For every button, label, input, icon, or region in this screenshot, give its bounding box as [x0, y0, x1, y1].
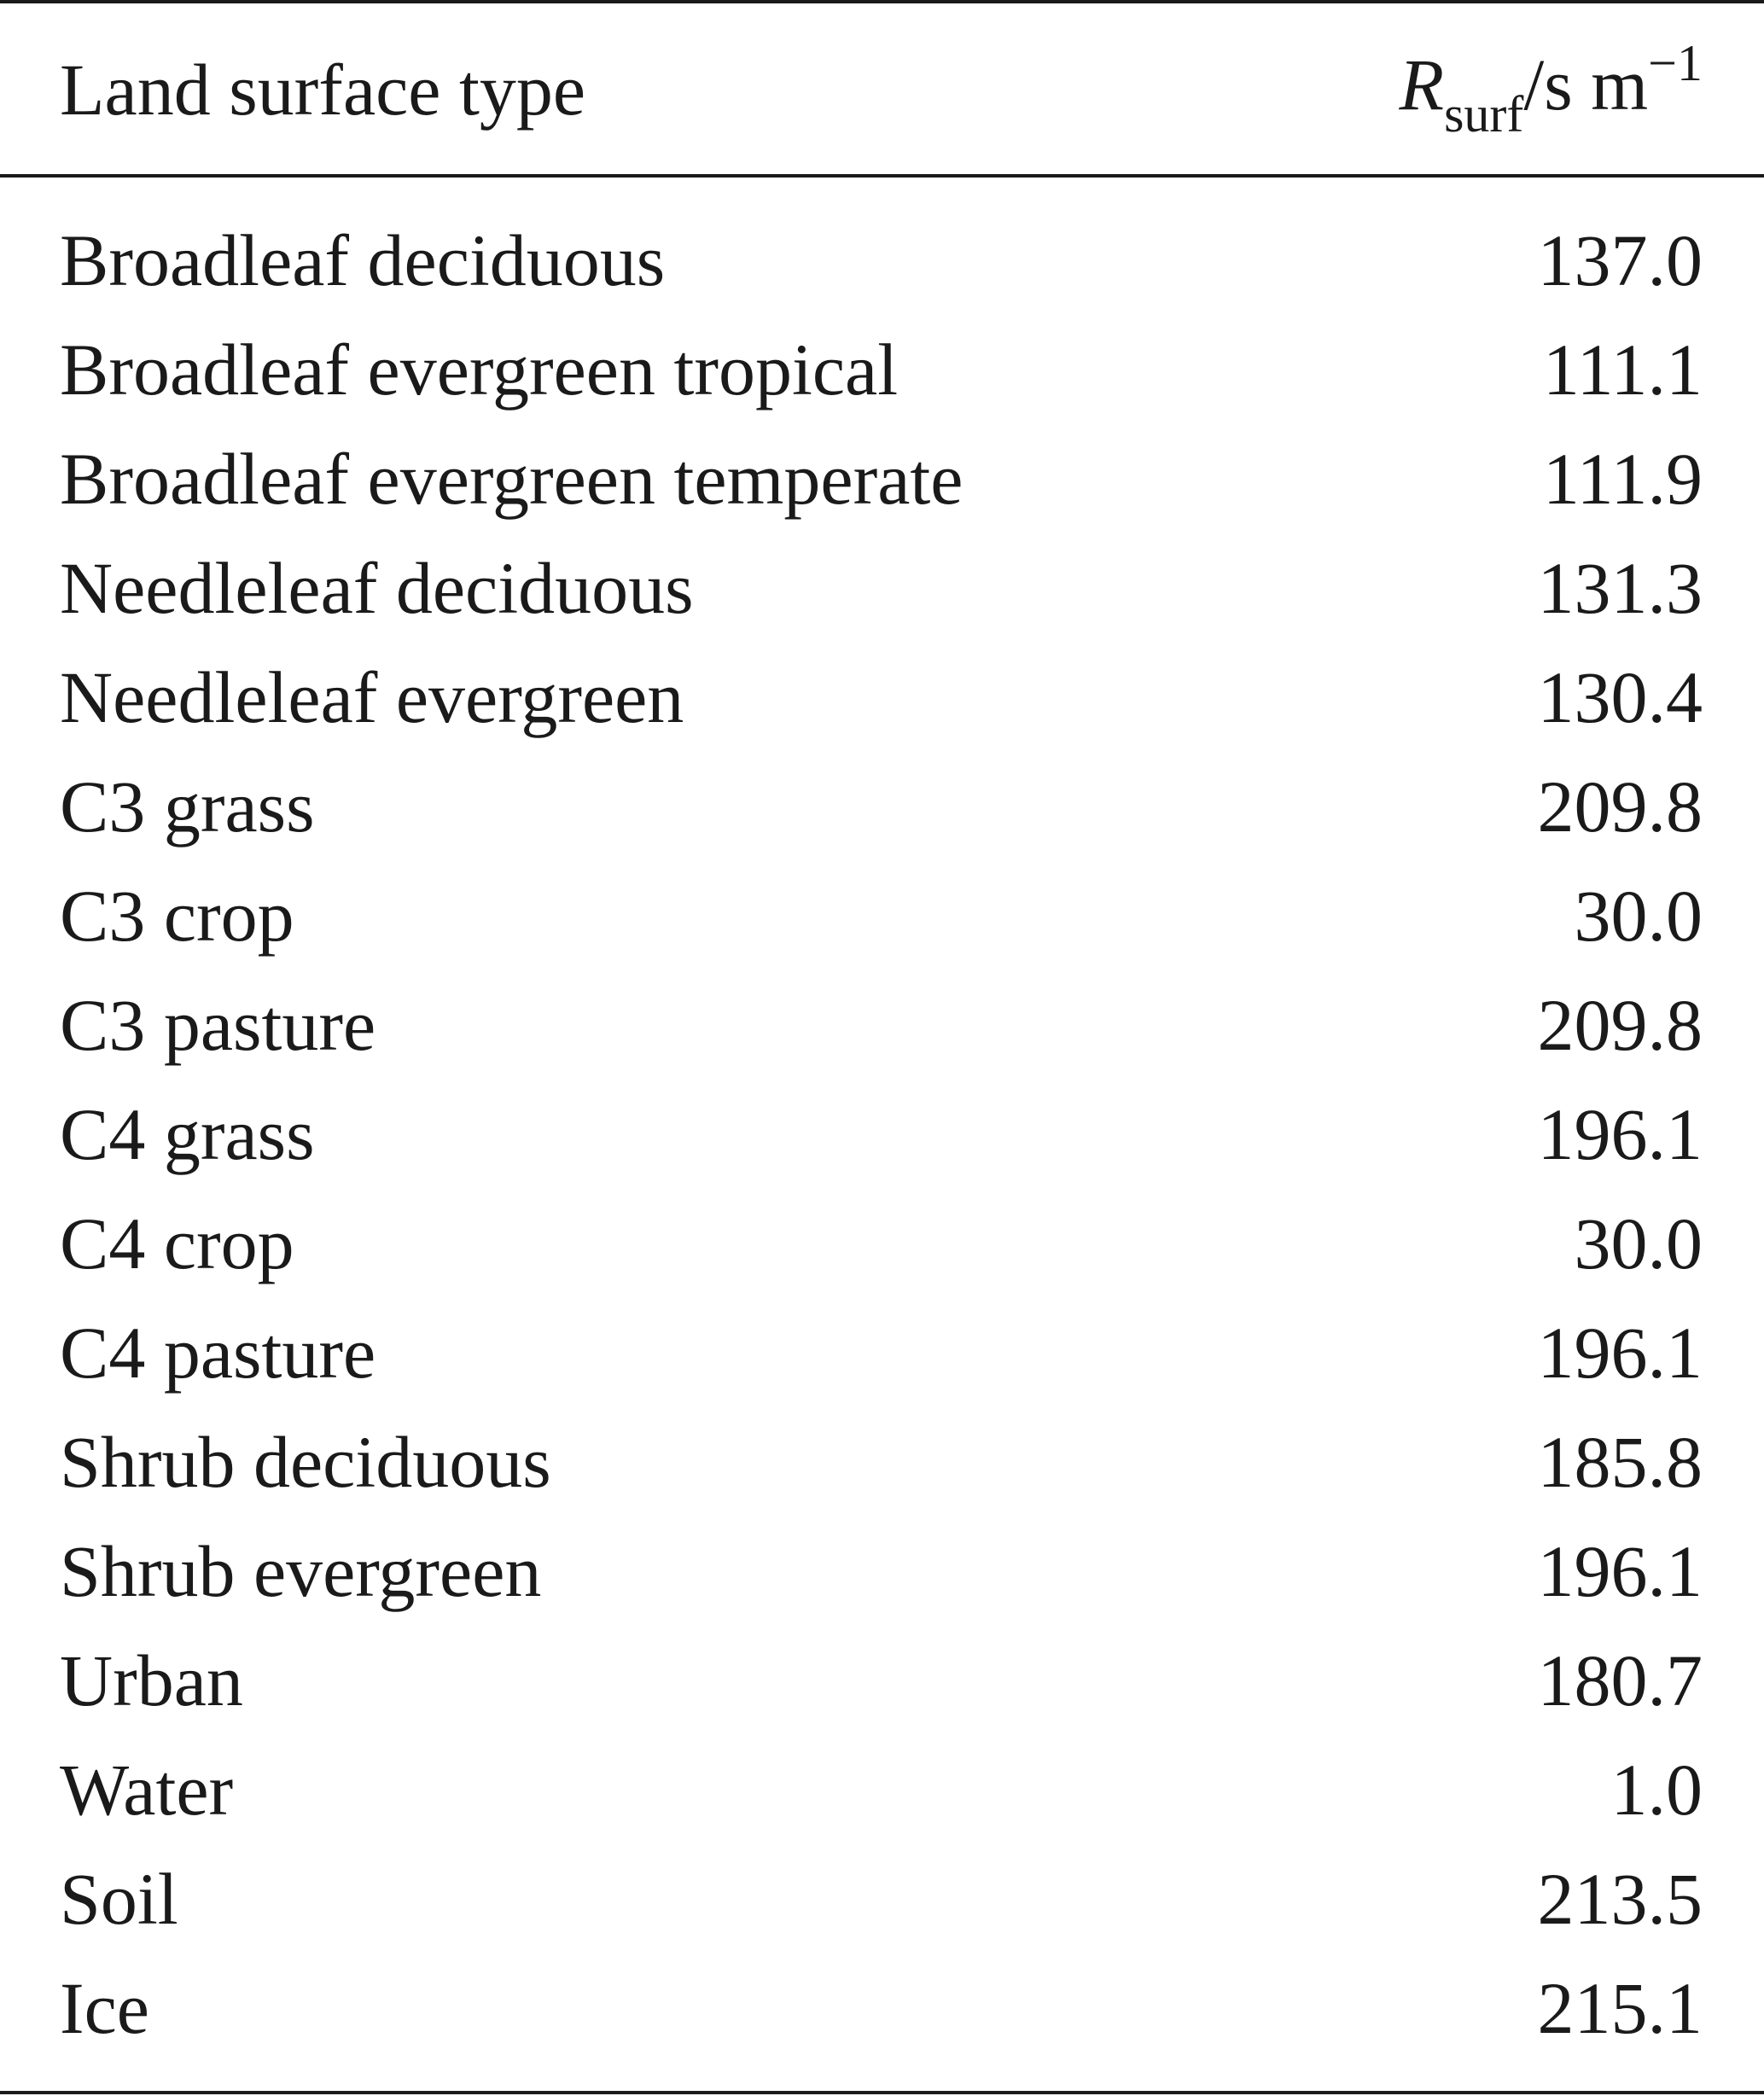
header-rsurf-unit: /s m — [1523, 44, 1649, 125]
table-row — [0, 656, 1764, 770]
cell-land-surface-type: Ice — [60, 1967, 149, 2049]
cell-rsurf-value: 185.8 — [1537, 1421, 1703, 1503]
cell-rsurf-value: 196.1 — [1537, 1530, 1703, 1612]
cell-rsurf-value: 213.5 — [1537, 1858, 1703, 1940]
cell-rsurf-value: 111.9 — [1542, 438, 1703, 520]
table-row — [0, 1093, 1764, 1207]
header-rsurf — [1399, 35, 1703, 143]
cell-land-surface-type: Needleleaf evergreen — [60, 656, 684, 738]
cell-land-surface-type: C4 pasture — [60, 1312, 376, 1394]
cell-rsurf-value: 131.3 — [1537, 547, 1703, 629]
table-row — [0, 1749, 1764, 1862]
table-row — [0, 1639, 1764, 1753]
cell-rsurf-value: 196.1 — [1537, 1093, 1703, 1175]
header-rsurf-subscript: surf — [1444, 86, 1524, 143]
cell-land-surface-type: Water — [60, 1749, 234, 1831]
table-row — [0, 1421, 1764, 1534]
table-row — [0, 1530, 1764, 1644]
cell-rsurf-value: 30.0 — [1574, 1202, 1703, 1284]
cell-land-surface-type: Shrub evergreen — [60, 1530, 542, 1612]
cell-rsurf-value: 30.0 — [1574, 875, 1703, 957]
header-rsurf-exponent: −1 — [1648, 35, 1703, 91]
cell-rsurf-value: 130.4 — [1537, 656, 1703, 738]
cell-land-surface-type: Broadleaf deciduous — [60, 219, 666, 301]
header-land-surface-type: Land surface type — [60, 49, 586, 131]
cell-rsurf-value: 111.1 — [1542, 329, 1703, 410]
table-row — [0, 1312, 1764, 1425]
table-row — [0, 547, 1764, 661]
cell-rsurf-value: 215.1 — [1537, 1967, 1703, 2049]
table-row — [0, 438, 1764, 551]
cell-land-surface-type: Urban — [60, 1639, 243, 1721]
cell-land-surface-type: Broadleaf evergreen tropical — [60, 329, 899, 410]
cell-rsurf-value: 209.8 — [1537, 984, 1703, 1066]
cell-land-surface-type: C4 crop — [60, 1202, 294, 1284]
cell-land-surface-type: Soil — [60, 1858, 178, 1940]
header-rsurf-symbol: R — [1399, 44, 1445, 125]
cell-land-surface-type: Broadleaf evergreen temperate — [60, 438, 964, 520]
table-row — [0, 1858, 1764, 1971]
table-row — [0, 1967, 1764, 2081]
cell-land-surface-type: C3 crop — [60, 875, 294, 957]
cell-land-surface-type: C3 grass — [60, 766, 315, 847]
cell-rsurf-value: 196.1 — [1537, 1312, 1703, 1394]
cell-land-surface-type: C4 grass — [60, 1093, 315, 1175]
table-row — [0, 984, 1764, 1097]
table-row — [0, 219, 1764, 333]
table-row — [0, 875, 1764, 988]
table-row — [0, 766, 1764, 879]
cell-rsurf-value: 1.0 — [1610, 1749, 1703, 1831]
cell-rsurf-value: 137.0 — [1537, 219, 1703, 301]
table-body — [0, 219, 1764, 2081]
cell-land-surface-type: Needleleaf deciduous — [60, 547, 694, 629]
table-top-rule — [0, 0, 1764, 3]
cell-rsurf-value: 209.8 — [1537, 766, 1703, 847]
cell-rsurf-value: 180.7 — [1537, 1639, 1703, 1721]
table-header-rule — [0, 174, 1764, 178]
table-row — [0, 1202, 1764, 1316]
cell-land-surface-type: C3 pasture — [60, 984, 376, 1066]
table-bottom-rule — [0, 2091, 1764, 2094]
cell-land-surface-type: Shrub deciduous — [60, 1421, 551, 1503]
table-row — [0, 329, 1764, 442]
